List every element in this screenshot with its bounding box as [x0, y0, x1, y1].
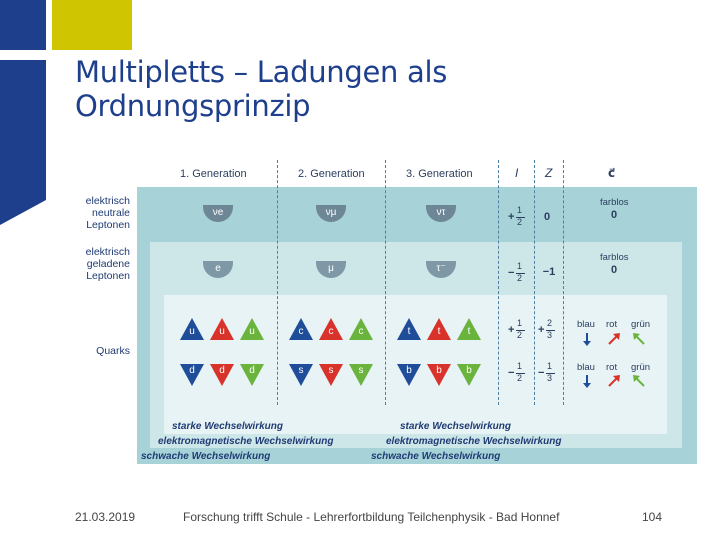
color-label-red-up: rot — [606, 319, 618, 330]
electron: e — [203, 261, 233, 278]
quark-symbol: s — [298, 365, 304, 376]
row-label-line: elektrisch — [85, 195, 130, 207]
quark-symbol: s — [358, 365, 364, 376]
quark-symbol: b — [406, 365, 412, 376]
quark-symbol: t — [467, 326, 471, 337]
down-quark-charge — [538, 361, 560, 387]
quark-symbol: d — [189, 365, 195, 376]
numerator: 1 — [517, 261, 523, 271]
row-label-line: Leptonen — [86, 270, 130, 282]
generation-3-header: 3. Generation — [406, 168, 473, 180]
neutrino-tau: ντ — [426, 205, 456, 222]
down-type-quark-triangle — [427, 364, 451, 386]
color-label-green-down: grün — [631, 362, 651, 373]
up-type-quark-triangle — [427, 318, 451, 340]
numerator: 1 — [547, 361, 553, 371]
quark-symbol: b — [466, 365, 472, 376]
up-type-quark-triangle — [289, 318, 313, 340]
neutral-color-charge: 0 — [610, 209, 618, 221]
green-arrow-icon — [632, 374, 646, 388]
blue-arrow-icon — [580, 332, 594, 346]
neutrino-e: νe — [203, 205, 233, 222]
row-label-line: neutrale — [92, 207, 130, 219]
denominator: 3 — [547, 330, 553, 340]
sign: + — [538, 324, 545, 336]
sign: + — [508, 211, 515, 223]
column-divider — [563, 160, 564, 405]
color-label-red-down: rot — [606, 362, 618, 373]
up-type-quark-triangle — [210, 318, 234, 340]
column-divider — [385, 160, 386, 405]
quark-symbol: c — [328, 326, 334, 337]
sign: − — [508, 267, 515, 279]
footer-center-text: Forschung trifft Schule - Lehrerfortbildung Teilchenphysik - Bad Honnef — [183, 510, 560, 524]
neutral-isospin — [508, 205, 530, 231]
column-divider — [534, 160, 535, 405]
weak-force-label-right: schwache Wechselwirkung — [371, 451, 501, 462]
strong-force-label-left: starke Wechselwirkung — [172, 421, 283, 432]
slide-title-line-2: Ordnungsprinzip — [75, 89, 311, 123]
page-number: 104 — [642, 510, 663, 524]
down-type-quark-triangle — [349, 364, 373, 386]
quark-symbol: s — [328, 365, 334, 376]
up-type-quark-triangle — [397, 318, 421, 340]
down-type-quark-triangle — [180, 364, 204, 386]
isospin-header: I — [515, 166, 519, 180]
down-quark-isospin — [508, 361, 530, 387]
em-force-label-left: elektromagnetische Wechselwirkung — [158, 436, 334, 447]
footer-date: 21.03.2019 — [75, 510, 136, 524]
up-type-quark-triangle — [319, 318, 343, 340]
up-quark-charge — [538, 318, 560, 344]
column-divider — [277, 160, 278, 405]
neutral-charge: 0 — [543, 211, 551, 223]
row-label-neutral-leptons — [50, 195, 130, 231]
neutrino-mu: νμ — [316, 205, 346, 222]
charged-isospin — [508, 261, 530, 287]
down-type-quark-triangle — [319, 364, 343, 386]
up-type-quark-triangle — [349, 318, 373, 340]
green-arrow-icon — [632, 332, 646, 346]
row-label-line: geladene — [86, 258, 130, 270]
blue-arrow-icon — [580, 374, 594, 388]
tau: τ⁻ — [426, 261, 456, 278]
quark-symbol: u — [219, 326, 225, 337]
color-label-green-up: grün — [631, 319, 651, 330]
charge-header: Z — [545, 166, 553, 180]
down-type-quark-triangle — [457, 364, 481, 386]
numerator: 1 — [517, 205, 523, 215]
weak-force-label-left: schwache Wechselwirkung — [141, 451, 271, 462]
quark-symbol: t — [437, 326, 441, 337]
color-label-blue-up: blau — [577, 319, 595, 330]
color-charge-header: c⃗ — [608, 166, 616, 180]
color-label-blue-down: blau — [577, 362, 595, 373]
em-force-label-right: elektromagnetische Wechselwirkung — [386, 436, 562, 447]
charged-color-label: farblos — [600, 252, 629, 263]
up-quark-isospin — [508, 318, 530, 344]
sign: + — [508, 324, 515, 336]
up-type-quark-triangle — [240, 318, 264, 340]
neutral-color-label: farblos — [600, 197, 629, 208]
numerator: 1 — [517, 318, 523, 328]
denominator: 3 — [547, 373, 553, 383]
denominator: 2 — [517, 217, 523, 227]
quark-symbol: d — [249, 365, 255, 376]
generation-1-header: 1. Generation — [180, 168, 247, 180]
quark-symbol: u — [189, 326, 195, 337]
charged-color-charge: 0 — [610, 264, 618, 276]
quark-symbol: t — [407, 326, 411, 337]
slide-title-line-1: Multipletts – Ladungen als — [75, 55, 448, 89]
row-label-quarks: Quarks — [96, 345, 130, 357]
quark-symbol: c — [358, 326, 364, 337]
strong-force-label-right: starke Wechselwirkung — [400, 421, 511, 432]
sign: − — [538, 367, 545, 379]
red-arrow-icon — [607, 332, 621, 346]
down-type-quark-triangle — [289, 364, 313, 386]
down-type-quark-triangle — [210, 364, 234, 386]
denominator: 2 — [517, 330, 523, 340]
down-type-quark-triangle — [240, 364, 264, 386]
row-label-charged-leptons — [50, 246, 130, 282]
numerator: 1 — [517, 361, 523, 371]
column-divider — [498, 160, 499, 405]
charged-charge: −1 — [542, 266, 556, 278]
quark-symbol: c — [298, 326, 304, 337]
denominator: 2 — [517, 273, 523, 283]
quark-symbol: u — [249, 326, 255, 337]
numerator: 2 — [547, 318, 553, 328]
row-label-line: elektrisch — [85, 246, 130, 258]
quark-symbol: d — [219, 365, 225, 376]
row-label-line: Leptonen — [86, 219, 130, 231]
up-type-quark-triangle — [457, 318, 481, 340]
quark-symbol: b — [436, 365, 442, 376]
up-type-quark-triangle — [180, 318, 204, 340]
generation-2-header: 2. Generation — [298, 168, 365, 180]
sign: − — [508, 367, 515, 379]
down-type-quark-triangle — [397, 364, 421, 386]
denominator: 2 — [517, 373, 523, 383]
muon: μ — [316, 261, 346, 278]
red-arrow-icon — [607, 374, 621, 388]
